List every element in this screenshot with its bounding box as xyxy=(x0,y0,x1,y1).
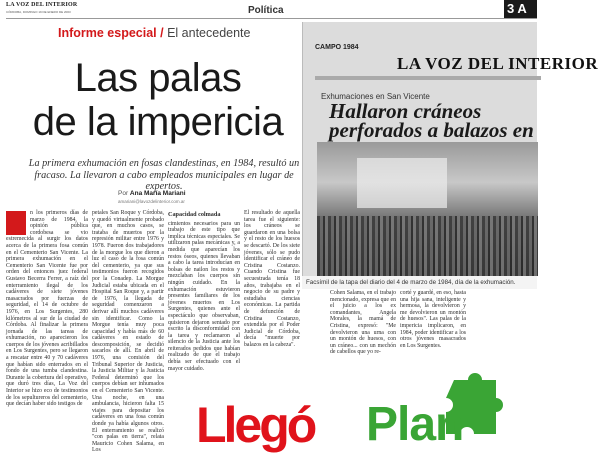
kicker xyxy=(58,26,250,40)
facsimile-headline-line-1: Hallaron cráneos xyxy=(329,99,482,123)
facsimile-kicker: Exhumaciones en San Vicente xyxy=(321,92,430,101)
body-text: petales San Roque y Córdoba, y quedó virtualmente probado que, en muchos casos, se trataba de muertos por la represión militar entre 1976 y 1978. Fueron dos trabajadores de la morgue los que dieron a luz el caso de la fosa común del cementerio, ya que sus testimonios fueron recogidos por la Conadep. La Morgue Judicial estaba ubicada en el Hospital San Roque y, a partir de 1976, la llegada de seguridad comenzaron a derivar allí muchos cadáveres sin identificar. Como la Morgue tenía muy poca capacidad y había más de 60 cadáveres en estado de descomposición, se decidió sacarlos de allí. En abril de 1976, una comisión del Tribunal Superior de Justicia, la Justicia Militar y la Justicia Federal determinó que los cuerpos debían ser inhumados en el Cementerio San Vicente. Una noche, en una ambulancia, hicieron falta 15 viajes para depositar los cadáveres en una fosa común donde ya había algunos otros. El enterramiento se realizó "con palas en tierra", relata Mauricio Cohen Salama, en Los xyxy=(92,210,164,454)
facsimile-nameplate xyxy=(311,44,598,74)
promo-llego[interactable]: Llegó xyxy=(196,397,315,453)
body-text: Cohen Salama, en el trabajo mencionado, expresa que en el juicio a los ex comandantes, Angela Morales, la mamá de Cristina, expresó: "Me devolvieron una urna con un montón de huesos, con un cráneo... con un mechón de cabellos que yo re- xyxy=(330,290,396,356)
facsimile-edition: CAMPO 1984 xyxy=(315,44,359,51)
body-text: corté y guardé, en eso, hasta una hija sana, inteligente y hermosa, la devolvieron y me devolvieron un montón de huesos". Las palas de la impericia implicaron, en 1984, poder identificar a los otros jóvenes masacrados en Los Surgentes. xyxy=(400,290,466,349)
body-column-5 xyxy=(330,290,396,370)
byline-prefix: Por xyxy=(118,190,130,197)
body-column-2 xyxy=(92,210,164,470)
body-column-6 xyxy=(400,290,466,370)
photo-wall xyxy=(357,158,447,208)
headline-line-2: de la impericia xyxy=(32,100,284,144)
section-title: Política xyxy=(248,5,284,16)
photo-caption: Facsímil de la tapa del diario del 4 de marzo de 1984, día de la exhumación. xyxy=(302,276,537,289)
body-text: El resultado de aquella tarea fue el siguiente: los cráneos se guardaron en una bolsa y el resto de los huesos se descartó. De los siete jóvenes, sólo se pudo identificar el cráneo de Cristina Costanzo. Cuando Cristina fue secuestrada tenía 18 años, trabajaba en el negocio de su padre y estudiaba ciencias económicas. La partida de defunción de Cristina Costanzo, extendida por el Poder Judicial de Córdoba, decía "muerte por balazos en la cabeza". xyxy=(244,210,300,348)
body-column-1 xyxy=(6,210,88,470)
facsimile-title: LA VOZ DEL INTERIOR xyxy=(397,54,598,73)
drop-cap-block xyxy=(6,211,26,235)
subhead: Capacidad colmada xyxy=(168,211,221,218)
top-rule xyxy=(6,18,537,19)
author-email[interactable]: amariani@lavozdelinterior.com.ar xyxy=(118,199,185,204)
front-page-facsimile xyxy=(302,22,598,276)
facsimile-strip xyxy=(315,76,541,80)
kicker-label: Informe especial / xyxy=(58,26,164,40)
page-number-badge: 3 A xyxy=(504,0,537,18)
facsimile-headline xyxy=(329,99,534,142)
headline-line-1: Las palas xyxy=(74,56,242,100)
deck: La primera exhumación en fosas clandestinas, en 1984, resultó un fracaso. La llevaron a cabo empleados municipales en lugar de expertos. xyxy=(28,158,300,192)
photo-crowd xyxy=(317,216,538,276)
paper-name: LA VOZ DEL INTERIOR xyxy=(6,2,78,8)
facsimile-photo xyxy=(317,142,538,276)
kicker-topic: El antecedente xyxy=(163,26,251,40)
body-text: n los primeros días de marzo de 1984, la opinión pública cordobesa se vio estremecida al surgir los datos acerca de la primera fosa común en el Cementerio San Vicente. La primera exhumación en el Cementerio San Vicente fue por orden del entonces juez federal Gustavo Becerra Ferrer, a raíz del enterramiento ilegal de los cadáveres de siete jóvenes masacrados por fuerzas de seguridad, el 14 de octubre de 1976, en Los Surgentes, 280 kilómetros al sur de la ciudad de Córdoba. Al finalizar la primera jornada de las tareas de exhumación, no aparecieron los cuerpos de los jóvenes acribillados en Los Surgentes, pero se llegaron a rescatar entre 40 y 70 cadáveres que habían sido enterrados en el fondo de una tumba clandestina. Durante la cobertura del operativo, que duró tres días, La Voz del Interior se hizo eco de testimonios de los sepultureros del cementerio, que decían haber sido testigos de xyxy=(6,210,88,408)
body-text: cimientos necesarios para un trabajo de este tipo que implica técnicas especiales. Se utilizaron palas mecánicas y, a medida que aparecían los restos óseos, quienes llevaban a cabo la tarea introducían en bolsas de nailon los restos y mezclaban los cuerpos sin ningún cuidado. En la exhumación estuvieron presentes familiares de los jóvenes muertos en Los Surgentes, quienes ante el espectáculo que observaban, quisieron dejaron sentado por escrito la disconformidad con la tarea y reclamaron al silencio de la Justicia ante los reiterados pedidos que habían realizado de que el trabajo debía ser efectuado con el mayor cuidado. xyxy=(168,220,240,372)
promo-plan[interactable]: Plan xyxy=(366,398,464,451)
byline xyxy=(118,190,186,197)
headline xyxy=(18,56,298,144)
facsimile-headline-line-2: perforados a balazos en xyxy=(329,118,534,142)
byline-author: Ana María Mariani xyxy=(129,190,186,197)
date-line: CÓRDOBA, DOMINGO 19 DE ENERO DE 2003 xyxy=(6,10,71,14)
